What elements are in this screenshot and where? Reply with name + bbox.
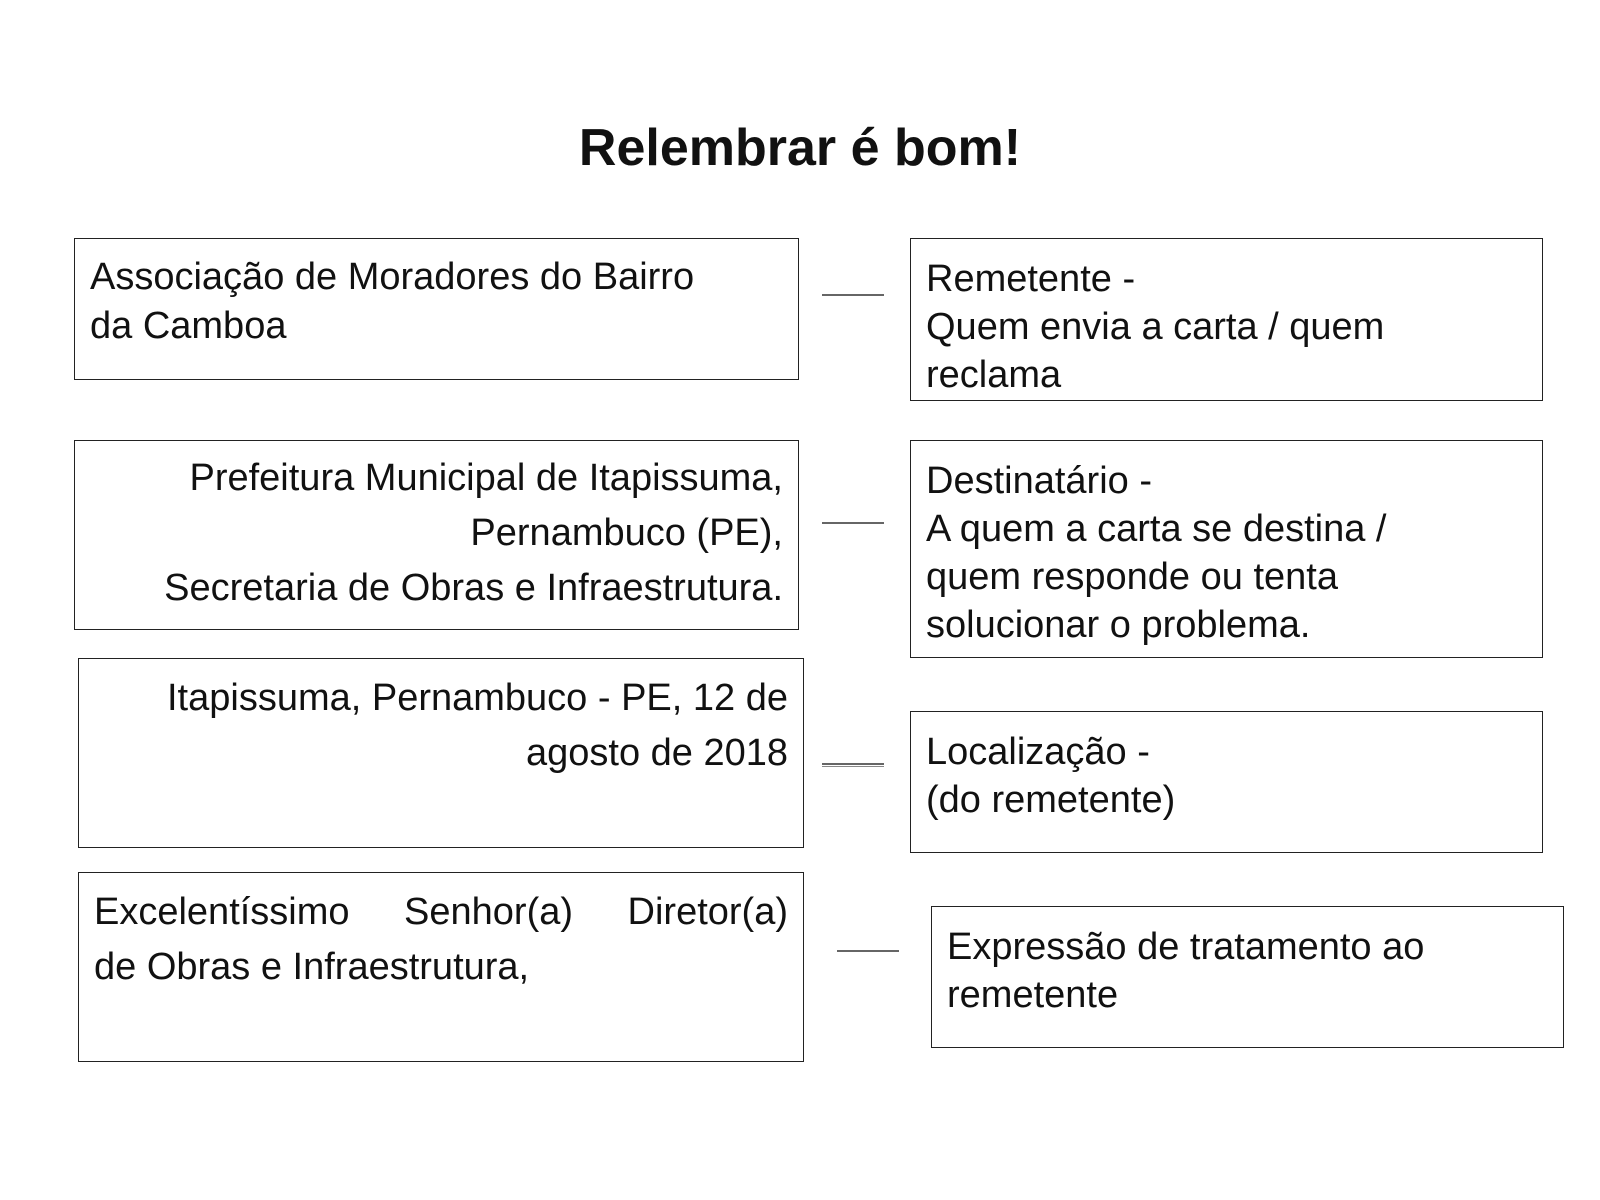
left-box-line: Itapissuma, Pernambuco - PE, 12 de: [167, 677, 788, 719]
left-box-line: de Obras e Infraestrutura,: [94, 946, 530, 988]
right-box-line: quem responde ou tenta: [926, 556, 1338, 598]
left-box-line: agosto de 2018: [525, 732, 788, 774]
right-box-line: Localização -: [926, 731, 1150, 773]
left-box-line: Pernambuco (PE),: [470, 512, 783, 554]
right-box-line: Remetente -: [926, 258, 1136, 300]
right-box-line: Quem envia a carta / quem: [926, 306, 1385, 348]
right-box-expressao[interactable]: [931, 906, 1564, 1048]
right-box-line: Destinatário -: [926, 460, 1152, 502]
connector-line-1: [822, 294, 884, 296]
left-box-sender-name[interactable]: [74, 238, 799, 380]
right-box-destinatario[interactable]: [910, 440, 1543, 658]
right-box-line: Expressão de tratamento ao: [947, 926, 1425, 968]
page-title: Relembrar é bom!: [578, 119, 1022, 177]
right-box-line: remetente: [947, 974, 1119, 1016]
left-box-line: da Camboa: [90, 305, 287, 347]
left-box-line: Prefeitura Municipal de Itapissuma,: [189, 457, 783, 499]
left-box-salutation[interactable]: [78, 872, 804, 1062]
right-box-line: A quem a carta se destina /: [926, 508, 1387, 550]
left-box-location-date[interactable]: [78, 658, 804, 848]
connector-line-2: [822, 522, 884, 524]
left-box-line: Excelentíssimo Senhor(a) Diretor(a): [94, 891, 788, 933]
left-box-line: Secretaria de Obras e Infraestrutura.: [164, 567, 783, 609]
left-box-line: Associação de Moradores do Bairro: [90, 256, 695, 298]
right-box-localizacao[interactable]: [910, 711, 1543, 853]
right-box-line: reclama: [926, 354, 1062, 396]
right-box-line: solucionar o problema.: [926, 604, 1311, 646]
connector-line-4: [837, 950, 899, 952]
right-box-line: (do remetente): [926, 779, 1176, 821]
connector-line-3: [822, 763, 884, 767]
left-box-recipient-name[interactable]: [74, 440, 799, 630]
right-box-remetente[interactable]: [910, 238, 1543, 401]
